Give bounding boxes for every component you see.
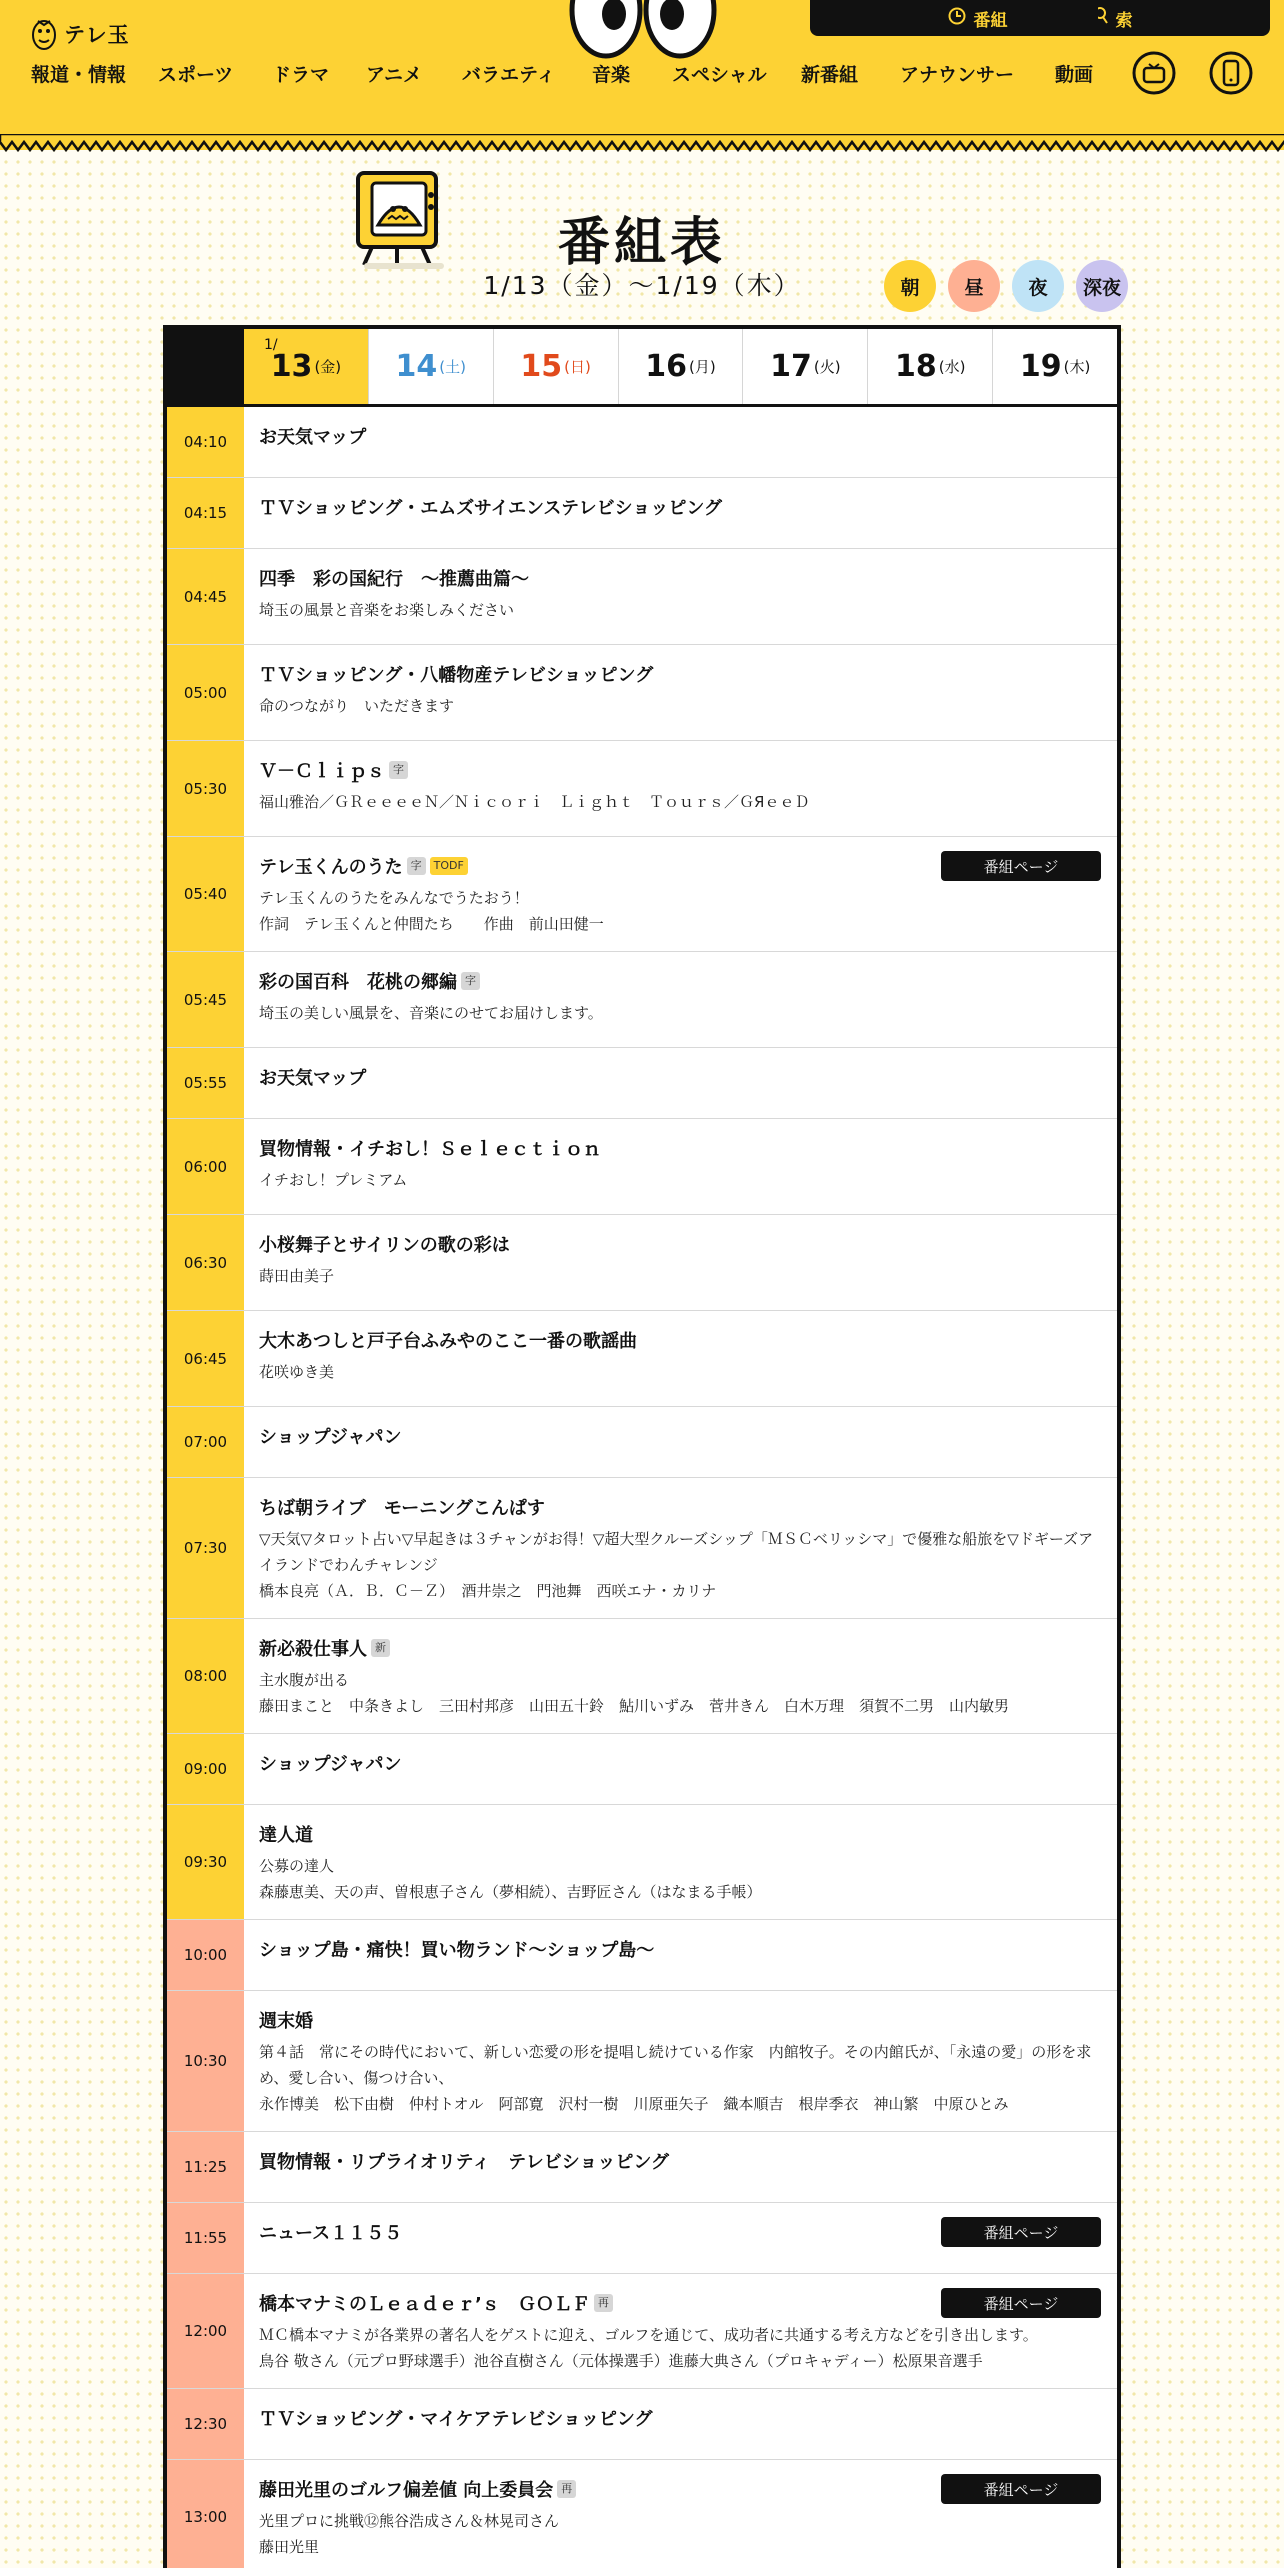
- program-title[interactable]: テレ玉くんのうた: [259, 857, 403, 878]
- tab-day-number: 18: [894, 349, 937, 384]
- program-body: [244, 478, 1117, 548]
- program-time: 13:00: [167, 2460, 244, 2568]
- tab-day-number: 13: [270, 349, 313, 384]
- program-description-line: 森藤恵美、天の声、曽根恵子さん（夢相続）、吉野匠さん（はなまる手帳）: [259, 1883, 762, 1901]
- program-time: 11:25: [167, 2132, 244, 2202]
- tab-day-number: 17: [770, 349, 812, 384]
- program-page-button[interactable]: 番組ページ: [941, 851, 1101, 881]
- program-description-line: 光里プロに挑戦⑫熊谷浩成さん＆林晃司さん: [259, 2512, 560, 2530]
- page-title: 番組表: [557, 213, 726, 273]
- program-time: 08:00: [167, 1619, 244, 1733]
- program-time: 06:30: [167, 1215, 244, 1310]
- program-title-line: [259, 494, 1101, 520]
- program-time: 05:45: [167, 952, 244, 1047]
- clock-icon: [948, 7, 966, 30]
- program-body: [244, 1920, 1117, 1990]
- program-description: [259, 1263, 1101, 1289]
- program-time: 05:55: [167, 1048, 244, 1118]
- program-description-line: 花咲ゆき美: [259, 1363, 335, 1381]
- program-title[interactable]: ＴＶショッピング・エムズサイエンステレビショッピング: [259, 498, 722, 519]
- program-row: [167, 837, 1117, 952]
- program-row: [167, 1478, 1117, 1619]
- program-body: [244, 1805, 1117, 1919]
- program-body: [244, 2389, 1117, 2459]
- program-time: 05:30: [167, 741, 244, 836]
- program-title[interactable]: 彩の国百科 花桃の郷編: [259, 972, 457, 993]
- nav-sports[interactable]: スポーツ: [158, 64, 234, 86]
- program-title[interactable]: ちば朝ライブ モーニングこんぱす: [259, 1498, 545, 1519]
- program-row: [167, 741, 1117, 837]
- program-time: 07:00: [167, 1407, 244, 1477]
- logo-text: テレ玉: [64, 23, 130, 47]
- program-description-line: 藤田光里: [259, 2538, 320, 2556]
- tab-day-15[interactable]: [493, 329, 618, 404]
- program-title[interactable]: 買物情報・リプライオリティ テレビショッピング: [259, 2152, 670, 2173]
- program-body: [244, 952, 1117, 1047]
- program-description-line: 第４話 常にその時代において、新しい恋愛の形を提唱し続けている作家 内館牧子。その内館氏が、「永遠の愛」の形を求め、愛し合い、傷つけ合い、: [259, 2043, 1092, 2087]
- program-title[interactable]: 新必殺仕事人: [259, 1639, 367, 1660]
- tab-day-of-week: (日): [564, 358, 591, 376]
- nav-announcer[interactable]: アナウンサー: [900, 64, 1015, 86]
- program-title-line: [259, 1936, 1101, 1962]
- header-zigzag-edge: [0, 134, 1284, 152]
- program-description: [259, 693, 1101, 719]
- program-time: 06:00: [167, 1119, 244, 1214]
- tab-day-of-week: (火): [813, 358, 841, 376]
- program-description: [259, 1853, 1101, 1905]
- program-description-line: 福山雅治／ＧＲｅｅｅｅＮ／Ｎｉｃｏｒｉ Ｌｉｇｈｔ Ｔｏｕｒｓ／ＧЯｅｅＤ: [259, 793, 810, 811]
- program-description-line: 永作博美 松下由樹 仲村トオル 阿部寛 沢村一樹 川原亜矢子 織本順吉 根岸季衣 神山繁 中原ひとみ: [259, 2095, 1009, 2113]
- program-title[interactable]: ニュース１１５５: [259, 2223, 403, 2244]
- program-body: [244, 741, 1117, 836]
- program-page-button[interactable]: 番組ページ: [941, 2288, 1101, 2318]
- nav-special[interactable]: スペシャル: [672, 64, 767, 86]
- search-link[interactable]: 索: [1098, 6, 1133, 31]
- program-time: 05:00: [167, 645, 244, 740]
- tab-day-number: 16: [645, 349, 688, 384]
- time-of-day-buttons: [884, 260, 1128, 312]
- tab-day-of-week: (木): [1063, 358, 1091, 376]
- night-button[interactable]: 夜: [1012, 260, 1064, 312]
- program-time: 10:30: [167, 1991, 244, 2131]
- program-guide-link[interactable]: 番組: [948, 6, 1008, 31]
- tab-day-number: 15: [520, 349, 563, 384]
- program-body: [244, 1215, 1117, 1310]
- program-title-line: [259, 1327, 1101, 1353]
- program-time: 12:00: [167, 2274, 244, 2388]
- program-row: [167, 952, 1117, 1048]
- nav-news[interactable]: 報道・情報: [31, 64, 127, 86]
- tab-day-of-week: (水): [938, 358, 966, 376]
- program-row: [167, 1215, 1117, 1311]
- program-body: [244, 1311, 1117, 1406]
- program-body: [244, 1991, 1117, 2131]
- program-title-line: [259, 968, 1101, 994]
- program-title-line: [259, 2148, 1101, 2174]
- tab-day-13[interactable]: [244, 329, 368, 404]
- program-title-line: [259, 661, 1101, 687]
- program-title[interactable]: 四季 彩の国紀行 ～推薦曲篇～: [259, 569, 529, 590]
- top-utility-bar: [810, 0, 1270, 36]
- program-badge: 字: [407, 857, 426, 875]
- program-body: [244, 407, 1117, 477]
- program-title[interactable]: ショップジャパン: [259, 1427, 402, 1448]
- program-title[interactable]: 橋本マナミのＬｅａｄｅｒ’ｓ ＧＯＬＦ: [259, 2294, 590, 2315]
- daytime-button[interactable]: 昼: [948, 260, 1000, 312]
- program-description-line: 公募の達人: [259, 1857, 335, 1875]
- nav-anime[interactable]: アニメ: [366, 64, 423, 86]
- program-list: [167, 407, 1117, 2568]
- program-row: [167, 1407, 1117, 1478]
- program-time: 12:30: [167, 2389, 244, 2459]
- tab-day-14[interactable]: [368, 329, 493, 404]
- program-title[interactable]: Ｖ－Ｃｌｉｐｓ: [259, 761, 385, 782]
- program-time: 04:15: [167, 478, 244, 548]
- program-time: 07:30: [167, 1478, 244, 1618]
- tab-day-16[interactable]: [618, 329, 743, 404]
- program-row: [167, 2274, 1117, 2389]
- program-time: 11:55: [167, 2203, 244, 2273]
- program-title-line: [259, 1635, 1101, 1661]
- program-row: [167, 2389, 1117, 2460]
- tab-day-17[interactable]: [742, 329, 867, 404]
- program-body: [244, 1048, 1117, 1118]
- program-body: [244, 1734, 1117, 1804]
- late-night-button[interactable]: 深夜: [1076, 260, 1128, 312]
- program-description-line: 藤田まこと 中条きよし 三田村邦彦 山田五十鈴 鮎川いずみ 菅井きん 白木万理 須賀不二男 山内敏男: [259, 1697, 1010, 1715]
- tab-day-of-week: (土): [439, 358, 467, 376]
- program-title-line: [259, 757, 1101, 783]
- program-title-line: [259, 423, 1101, 449]
- program-title[interactable]: 買物情報・イチおし！Ｓｅｌｅｃｔｉｏｎ: [259, 1139, 601, 1160]
- program-description: [259, 2322, 1101, 2374]
- program-title[interactable]: ショップジャパン: [259, 1754, 402, 1775]
- program-description: [259, 885, 1101, 937]
- program-row: [167, 1048, 1117, 1119]
- tab-day-of-week: (金): [314, 358, 342, 376]
- program-badge: TODF: [430, 857, 468, 875]
- program-badge: 再: [557, 2480, 576, 2498]
- program-description-line: 命のつながり いただきます: [259, 697, 455, 715]
- program-schedule: [163, 325, 1121, 2568]
- program-row: [167, 2132, 1117, 2203]
- program-description-line: ＭＣ橋本マナミが各業界の著名人をゲストに迎え、ゴルフを通じて、成功者に共通する考え方などを引き出します。: [259, 2326, 1038, 2344]
- program-time: 09:00: [167, 1734, 244, 1804]
- program-body: [244, 837, 1117, 951]
- program-row: [167, 645, 1117, 741]
- nav-variety[interactable]: バラエティ: [462, 64, 556, 86]
- mobile-app-icon[interactable]: [1208, 50, 1254, 96]
- nav-video[interactable]: 動画: [1055, 64, 1094, 86]
- tab-day-of-week: (月): [689, 358, 716, 376]
- program-title[interactable]: ショップ島・痛快！買い物ランド～ショップ島～: [259, 1940, 655, 1961]
- program-title[interactable]: 週末婚: [259, 2011, 313, 2032]
- program-body: [244, 645, 1117, 740]
- program-row: [167, 1734, 1117, 1805]
- program-row: [167, 1991, 1117, 2132]
- program-title-line: [259, 1750, 1101, 1776]
- program-title-line: [259, 2405, 1101, 2431]
- program-description-line: 蒔田由美子: [259, 1267, 335, 1285]
- program-title-line: [259, 1494, 1101, 1520]
- program-title-line: [259, 2007, 1101, 2033]
- program-row: [167, 478, 1117, 549]
- program-description: [259, 789, 1101, 815]
- program-description: [259, 1526, 1101, 1604]
- program-body: [244, 549, 1117, 644]
- program-title[interactable]: 小桜舞子とサイリンの歌の彩は: [259, 1235, 510, 1256]
- site-logo[interactable]: [30, 16, 130, 52]
- program-title[interactable]: お天気マップ: [259, 1068, 367, 1089]
- program-description-line: 橋本良亮（Ａ．Ｂ．Ｃ－Ｚ） 酒井崇之 門池舞 西咲エナ・カリナ: [259, 1582, 717, 1600]
- program-title-line: [259, 1064, 1101, 1090]
- program-title-line: [259, 565, 1101, 591]
- nav-music[interactable]: 音楽: [592, 64, 631, 86]
- program-title[interactable]: 藤田光里のゴルフ偏差値 向上委員会: [259, 2480, 554, 2501]
- program-row: [167, 1311, 1117, 1407]
- program-title-line: [259, 1231, 1101, 1257]
- tab-day-number: 14: [395, 349, 438, 384]
- tab-day-18[interactable]: [867, 329, 992, 404]
- program-body: [244, 2203, 1117, 2273]
- program-description: [259, 1359, 1101, 1385]
- program-description-line: イチおし！プレミアム: [259, 1171, 408, 1189]
- tab-corner: [167, 329, 244, 404]
- program-title-line: [259, 1423, 1101, 1449]
- program-row: [167, 1119, 1117, 1215]
- program-description-line: テレ玉くんのうたをみんなでうたおう！: [259, 889, 529, 907]
- program-row: [167, 407, 1117, 478]
- program-row: [167, 1805, 1117, 1920]
- program-description-line: 鳥谷 敬さん（元プロ野球選手）池谷直樹さん（元体操選手）進藤大典さん（プロキャディー）松原果音選手: [259, 2352, 983, 2370]
- program-description: [259, 2039, 1101, 2117]
- program-description-line: ▽天気▽タロット占い▽早起きは３チャンがお得！▽超大型クルーズシップ「ＭＳＣベリッシマ」で優雅な船旅を▽ドギーズアイランドでわんチャレンジ: [259, 1530, 1094, 1574]
- tab-month: 1/: [264, 337, 278, 353]
- day-tabs: [167, 329, 1117, 407]
- program-title-line: [259, 1135, 1101, 1161]
- program-row: [167, 549, 1117, 645]
- search-icon: [1098, 7, 1108, 30]
- program-title[interactable]: 大木あつしと戸子台ふみやのここ一番の歌謡曲: [259, 1331, 637, 1352]
- program-description: [259, 1167, 1101, 1193]
- program-title[interactable]: 達人道: [259, 1825, 313, 1846]
- program-title[interactable]: お天気マップ: [259, 427, 367, 448]
- program-time: 05:40: [167, 837, 244, 951]
- program-description-line: 埼玉の美しい風景を、音楽にのせてお届けします。: [259, 1004, 603, 1022]
- program-page-button[interactable]: 番組ページ: [941, 2474, 1101, 2504]
- program-row: [167, 2203, 1117, 2274]
- program-description: [259, 2508, 1101, 2560]
- program-description: [259, 1667, 1101, 1719]
- mascot-eyes-icon: [568, 0, 718, 62]
- tv-channel-icon[interactable]: [1131, 50, 1177, 96]
- program-row: [167, 2460, 1117, 2568]
- program-time: 04:10: [167, 407, 244, 477]
- program-title[interactable]: ＴＶショッピング・八幡物産テレビショッピング: [259, 665, 654, 686]
- program-row: [167, 1920, 1117, 1991]
- program-description-line: 主水腹が出る: [259, 1671, 350, 1689]
- nav-new-programs[interactable]: 新番組: [801, 64, 859, 86]
- program-badge: 字: [389, 761, 408, 779]
- program-title[interactable]: ＴＶショッピング・マイケアテレビショッピング: [259, 2409, 653, 2430]
- program-badge: 新: [371, 1639, 390, 1657]
- program-description: [259, 597, 1101, 623]
- program-description-line: 埼玉の風景と音楽をお楽しみください: [259, 601, 515, 619]
- date-range: 1/13（金）〜1/19（木）: [483, 271, 801, 300]
- program-title-line: [259, 1821, 1101, 1847]
- program-time: 10:00: [167, 1920, 244, 1990]
- program-body: [244, 2460, 1117, 2568]
- program-body: [244, 2132, 1117, 2202]
- site-header: [0, 0, 1284, 150]
- program-badge: 再: [594, 2294, 613, 2312]
- nav-drama[interactable]: ドラマ: [272, 64, 330, 86]
- program-body: [244, 1478, 1117, 1618]
- program-time: 06:45: [167, 1311, 244, 1406]
- tab-day-19[interactable]: [992, 329, 1117, 404]
- program-row: [167, 1619, 1117, 1734]
- teletama-mascot-icon: [30, 16, 58, 52]
- main-nav: [0, 60, 1284, 90]
- program-body: [244, 2274, 1117, 2388]
- tab-day-number: 19: [1019, 349, 1062, 384]
- morning-button[interactable]: 朝: [884, 260, 936, 312]
- program-body: [244, 1407, 1117, 1477]
- program-page-button[interactable]: 番組ページ: [941, 2217, 1101, 2247]
- program-description: [259, 1000, 1101, 1026]
- program-body: [244, 1619, 1117, 1733]
- program-description-line: 作詞 テレ玉くんと仲間たち 作曲 前山田健一: [259, 915, 604, 933]
- program-time: 09:30: [167, 1805, 244, 1919]
- program-time: 04:45: [167, 549, 244, 644]
- program-badge: 字: [461, 972, 480, 990]
- program-body: [244, 1119, 1117, 1214]
